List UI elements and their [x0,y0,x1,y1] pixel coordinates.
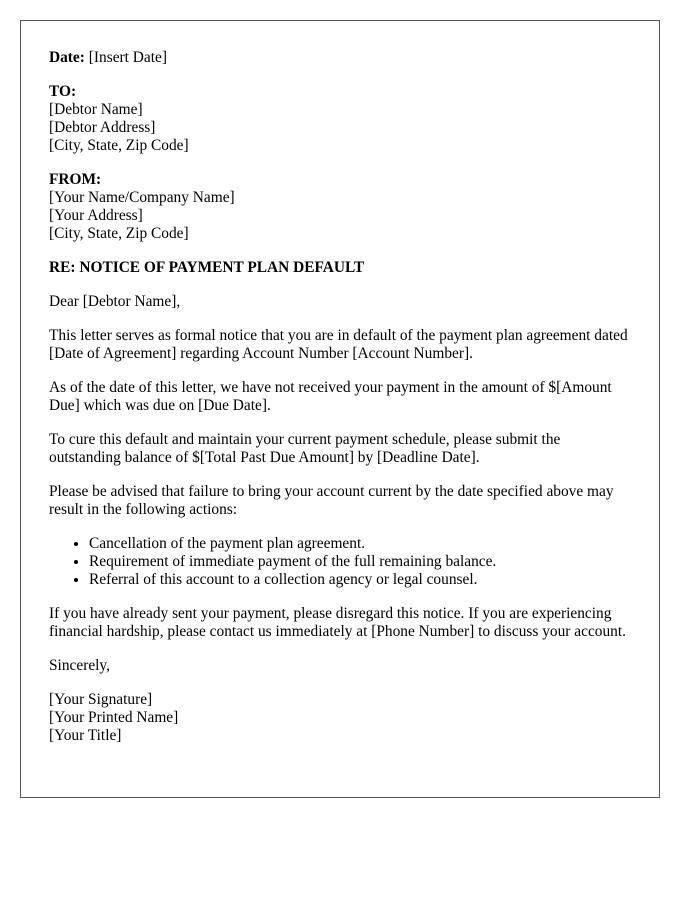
list-item: • Referral of this account to a collection agency or legal counsel. [89,571,631,589]
list-item: • Requirement of immediate payment of the full remaining balance. [89,553,631,571]
to-label: TO: [49,83,77,100]
subject-line: RE: NOTICE OF PAYMENT PLAN DEFAULT [49,259,365,276]
from-block [49,171,631,243]
letter [20,20,660,798]
closing: Sincerely, [49,657,110,674]
paragraph-default-notice: This letter serves as formal notice that you are in default of the payment plan agreement dated [Date of Agreement] regarding Account Number [Account Number]. [49,327,628,362]
to-name: [Debtor Name] [49,101,143,118]
paragraph-payment-missed: As of the date of this letter, we have not received your payment in the amount of $[Amount Due] which was due on [Due Date]. [49,379,612,414]
signature: [Your Signature] [49,691,153,708]
actions-list [49,535,631,589]
printed-name: [Your Printed Name] [49,709,179,726]
signature-block [49,691,631,745]
salutation: Dear [Debtor Name], [49,293,181,310]
date-label: Date: [49,49,85,66]
from-city: [City, State, Zip Code] [49,225,189,242]
from-name: [Your Name/Company Name] [49,189,235,206]
date-line [49,49,631,67]
paragraph-cure-default: To cure this default and maintain your current payment schedule, please submit the outstanding balance of $[Total Past Due Amount] by [Deadline Date]. [49,431,561,466]
from-address: [Your Address] [49,207,143,224]
date-value: [Insert Date] [88,49,167,66]
to-block [49,83,631,155]
list-item: • Cancellation of the payment plan agreement. [89,535,631,553]
title: [Your Title] [49,727,122,744]
paragraph-closing: If you have already sent your payment, please disregard this notice. If you are experiencing financial hardship, please contact us immediately at [Phone Number] to discuss your account. [49,605,626,640]
paragraph-consequences: Please be advised that failure to bring your account current by the date specified above may result in the following actions: [49,483,614,518]
to-address: [Debtor Address] [49,119,156,136]
from-label: FROM: [49,171,102,188]
to-city: [City, State, Zip Code] [49,137,189,154]
